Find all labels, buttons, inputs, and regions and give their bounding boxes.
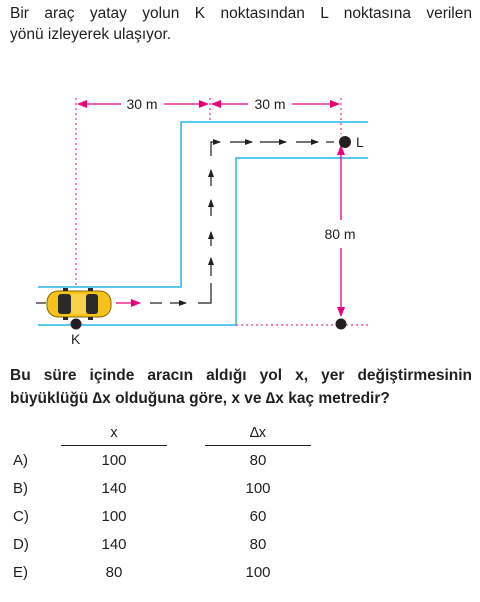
road-outer-edge bbox=[38, 122, 368, 287]
option-letter: B) bbox=[13, 480, 28, 497]
point-k-marker bbox=[71, 319, 82, 330]
question-text bbox=[10, 364, 472, 410]
point-l-label: L bbox=[356, 134, 364, 150]
problem-line-2: yönü izleyerek ulaşıyor. bbox=[10, 26, 172, 43]
path-arrows bbox=[36, 142, 334, 303]
question-line-2: büyüklüğü ∆x olduğuna göre, x ve ∆x kaç metredir? bbox=[10, 390, 390, 407]
option-x-value: 80 bbox=[105, 564, 123, 581]
distance-left bbox=[78, 96, 208, 112]
distance-vertical-label: 80 m bbox=[324, 226, 356, 242]
option-dx-value: 100 bbox=[245, 564, 271, 581]
column-header-x: x bbox=[110, 425, 118, 441]
option-x-value: 140 bbox=[101, 480, 127, 497]
column-header-dx: ∆x bbox=[249, 425, 267, 441]
distance-left-label: 30 m bbox=[126, 96, 158, 112]
problem-line-1: Bir araç yatay yolun K noktasından L noktasına verilen bbox=[10, 5, 472, 22]
path-corner bbox=[198, 283, 211, 303]
header-rule-dx bbox=[205, 445, 311, 446]
point-k-label: K bbox=[71, 331, 81, 347]
distance-right-label: 30 m bbox=[254, 96, 286, 112]
point-l-marker bbox=[339, 136, 351, 148]
option-dx-value: 100 bbox=[245, 480, 271, 497]
option-letter: C) bbox=[13, 508, 29, 525]
option-x-value: 100 bbox=[101, 452, 127, 469]
option-dx-value: 80 bbox=[249, 452, 267, 469]
question-line-1: Bu süre içinde aracın aldığı yol x, yer değiştirmesinin bbox=[10, 367, 472, 384]
option-dx-value: 60 bbox=[249, 508, 267, 525]
header-rule-x bbox=[61, 445, 167, 446]
path-corner bbox=[211, 142, 220, 156]
option-letter: E) bbox=[13, 564, 28, 581]
distance-vertical bbox=[324, 146, 355, 316]
option-letter: D) bbox=[13, 536, 29, 553]
car-icon bbox=[47, 288, 111, 320]
point-bottom-marker bbox=[336, 319, 347, 330]
distance-right bbox=[212, 96, 339, 112]
option-letter: A) bbox=[13, 452, 28, 469]
option-dx-value: 80 bbox=[249, 536, 267, 553]
guide-lines bbox=[76, 98, 368, 325]
option-x-value: 100 bbox=[101, 508, 127, 525]
option-x-value: 140 bbox=[101, 536, 127, 553]
